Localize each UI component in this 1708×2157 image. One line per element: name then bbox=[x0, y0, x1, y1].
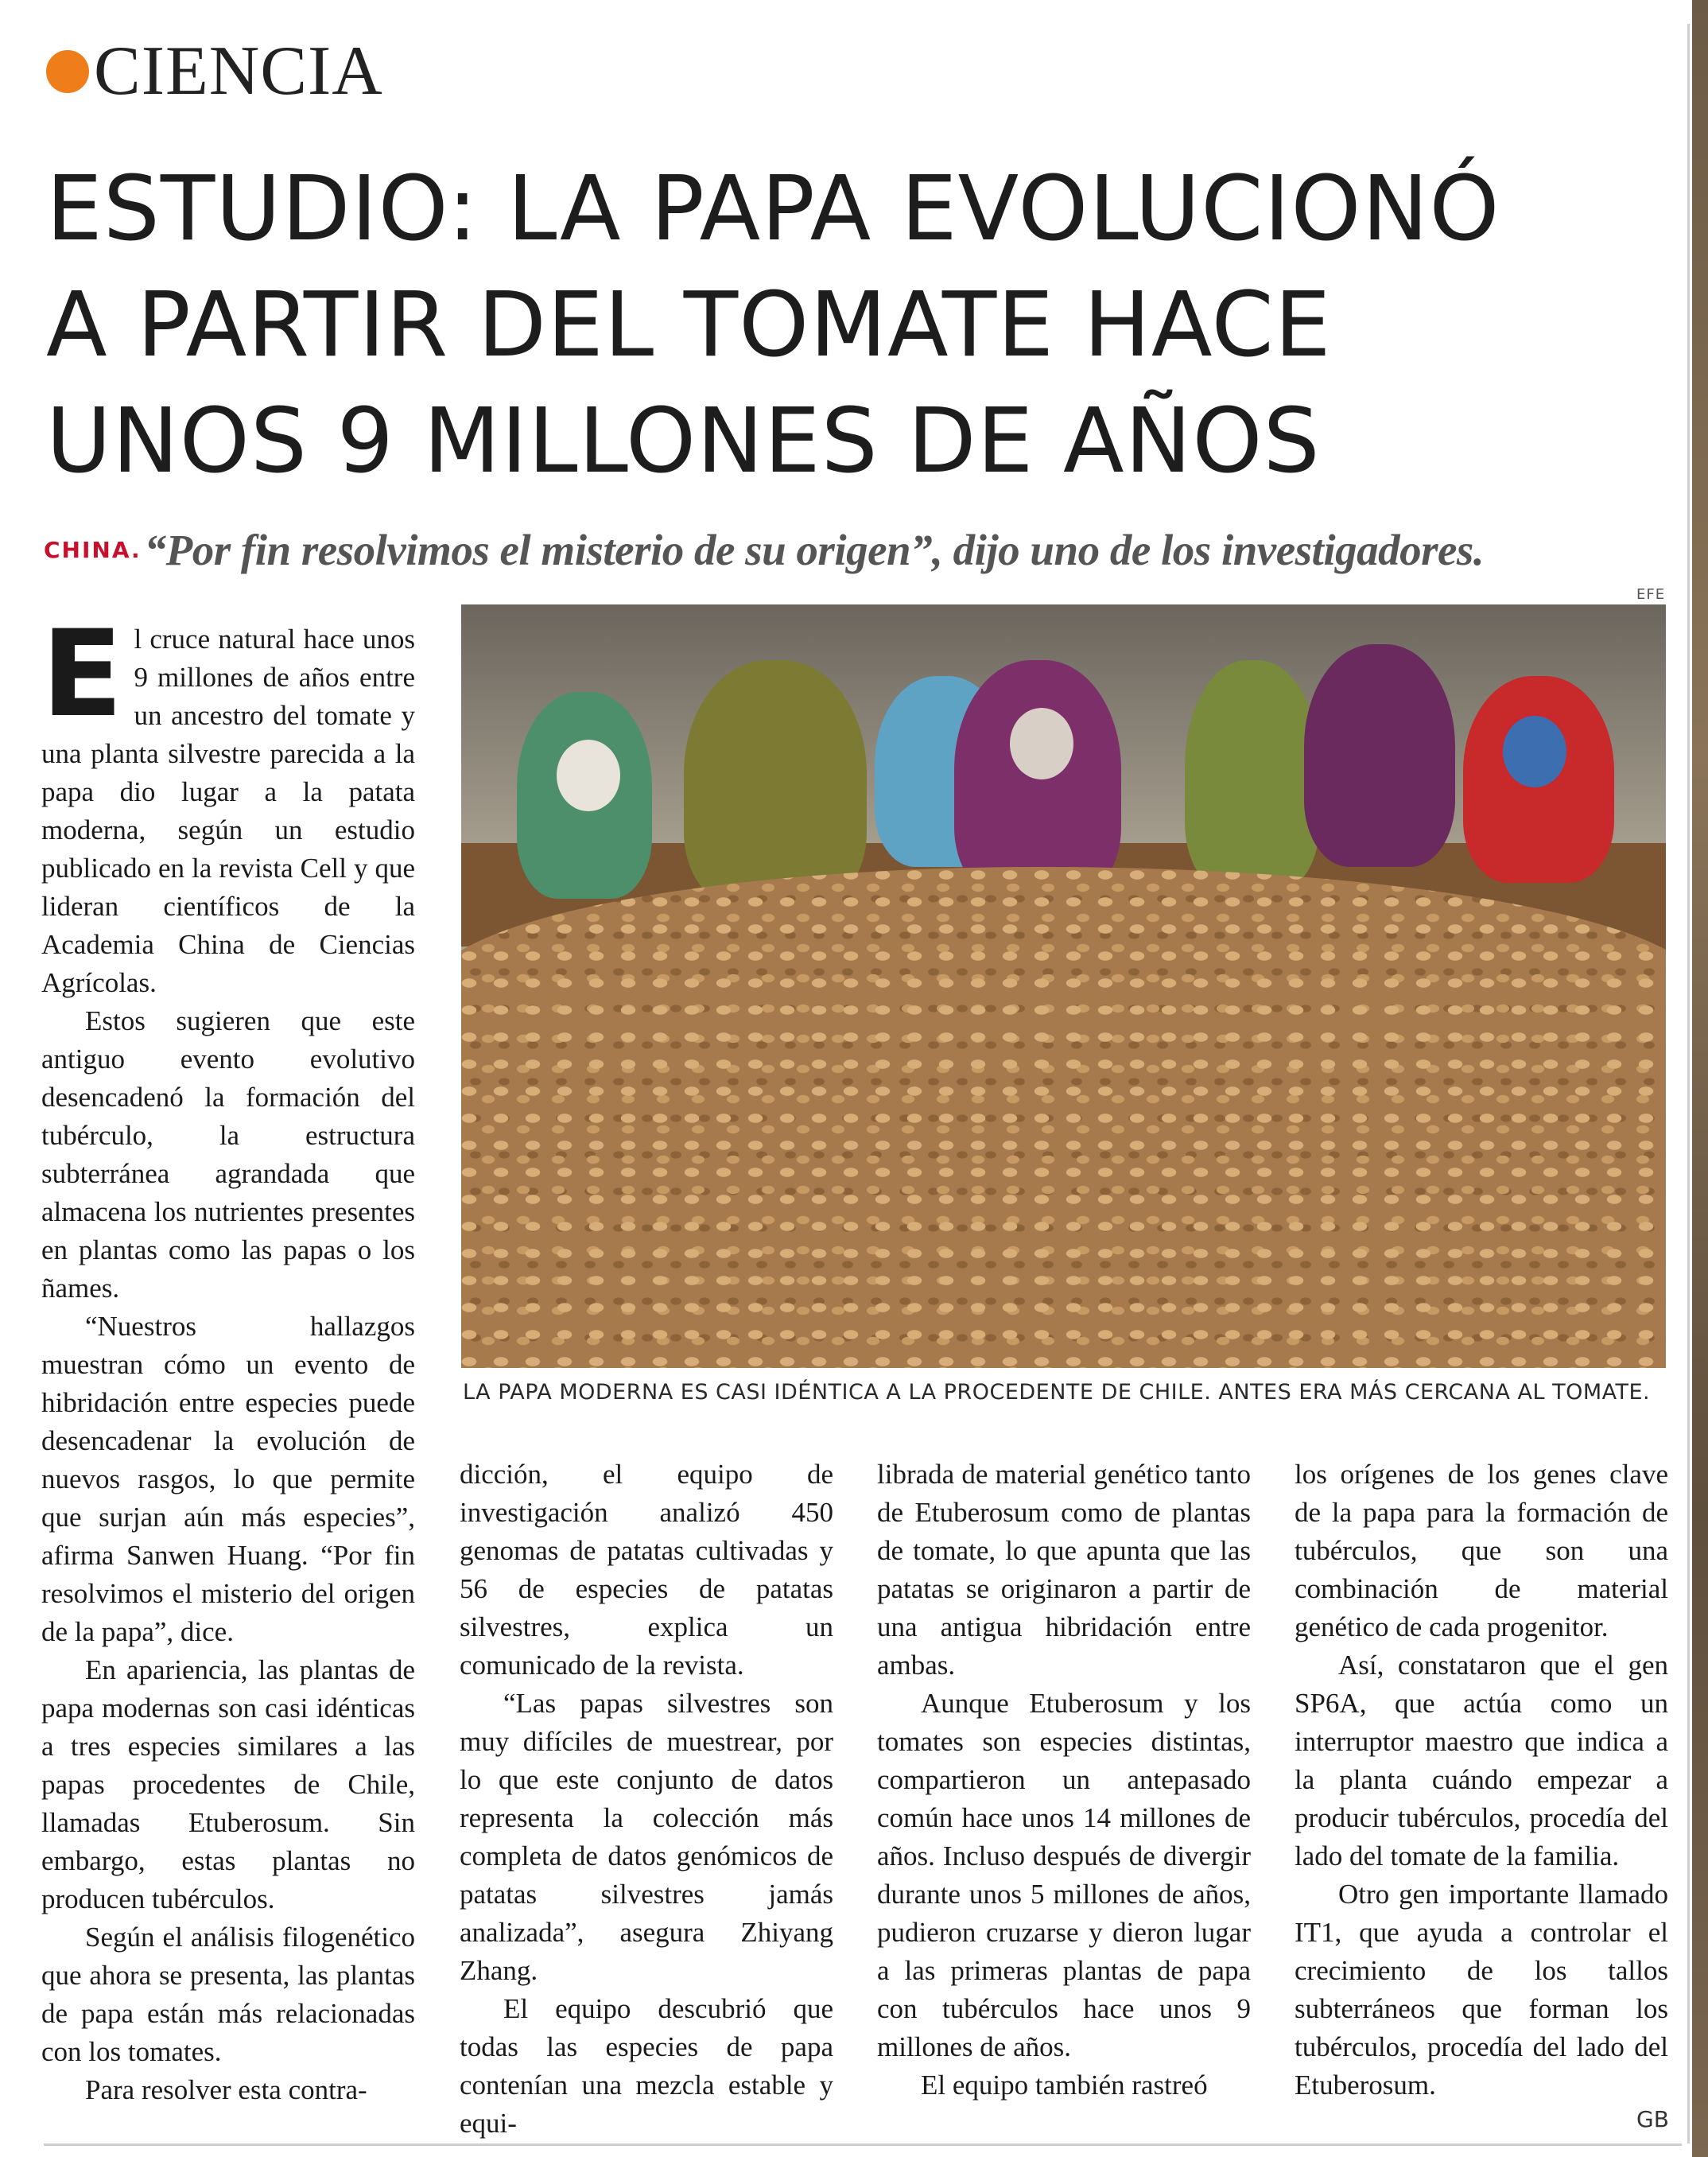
headline-line-1: ESTUDIO: LA PAPA EVOLUCIONÓ bbox=[46, 157, 1500, 261]
section-tag bbox=[46, 32, 383, 111]
article-photo bbox=[461, 604, 1666, 1368]
article-paragraph: Para resolver esta contra- bbox=[85, 2074, 367, 2105]
article-paragraph: En apariencia, las plantas de papa modernas son casi idénticas a tres especies similares a las papas procedentes de Chile, llamadas Etuberosum. Sin embargo, estas plantas no producen tubérculos. bbox=[41, 1654, 415, 1914]
article-paragraph: El equipo descubrió que todas las especies de papa contenían una mezcla estable y equi- bbox=[460, 1993, 833, 2139]
article-paragraph: Otro gen importante llamado IT1, que ayuda a controlar el crecimiento de los tallos subterráneos que forman los tubérculos, procedía del lado del Etuberosum. bbox=[1295, 1879, 1668, 2101]
article-paragraph: Aunque Etuberosum y los tomates son especies distintas, compartieron un antepasado común hace unos 14 millones de años. Incluso después de divergir durante unos 5 millones de años, pudieron cruzarse y dieron lugar a las primeras plantas de papa con tubérculos hace unos 9 millones de años. bbox=[877, 1688, 1251, 2062]
article-paragraph: los orígenes de los genes clave de la papa para la formación de tubérculos, que son una combinación de material genético de cada progenitor. bbox=[1295, 1459, 1668, 1642]
dateline-tag: CHINA. bbox=[44, 537, 142, 563]
section-bullet-icon bbox=[46, 50, 89, 93]
photo-caption: LA PAPA MODERNA ES CASI IDÉNTICA A LA PROCEDENTE DE CHILE. ANTES ERA MÁS CERCANA AL TOMATE. bbox=[463, 1380, 1651, 1405]
article-paragraph: Estos sugieren que este antiguo evento evolutivo desencadenó la formación del tubérculo, la estructura subterránea agrandada que almacena los nutrientes presentes en plantas como las papas o los ñames. bbox=[41, 1005, 415, 1304]
drop-cap: E bbox=[41, 605, 123, 744]
headline-line-3: UNOS 9 MILLONES DE AÑOS bbox=[46, 390, 1321, 493]
article-paragraph: Según el análisis filogenético que ahora se presenta, las plantas de papa están más relacionadas con los tomates. bbox=[41, 1922, 415, 2067]
article-column-4 bbox=[1295, 1455, 1668, 2105]
article-paragraph: El equipo también rastreó bbox=[921, 2070, 1208, 2101]
section-label: CIENCIA bbox=[94, 33, 383, 110]
article-paragraph: “Nuestros hallazgos muestran cómo un evento de hibridación entre especies puede desencadenar la evolución de nuevos rasgos, lo que permite que surjan aún más especies”, afirma Sanwen Huang. “Por fin resolvimos el misterio del origen de la papa”, dice. bbox=[41, 1311, 415, 1647]
article-paragraph: Así, constataron que el gen SP6A, que actúa como un interruptor maestro que indica a la planta cuándo empezar a producir tubérculos, procedía del lado del tomate de la familia. bbox=[1295, 1650, 1668, 1871]
headline-line-2: A PARTIR DEL TOMATE HACE bbox=[46, 274, 1332, 377]
potato-pile bbox=[461, 867, 1666, 1368]
article-paragraph: dicción, el equipo de investigación analizó 450 genomas de patatas cultivadas y 56 de especies de patatas silvestres, explica un comunicado de la revista. bbox=[460, 1459, 833, 1681]
article-column-2 bbox=[460, 1455, 833, 2143]
article-column-1 bbox=[41, 605, 415, 2109]
article-column-3 bbox=[877, 1455, 1251, 2105]
article-paragraph: El cruce natural hace unos 9 millones de años entre un ancestro del tomate y una planta silvestre parecida a la papa dio lugar a la patata moderna, según un estudio publicado en la revista Cell y que lideran científicos de la Academia China de Ciencias Agrícolas. bbox=[41, 605, 415, 998]
author-initials-mark: GB bbox=[1636, 2106, 1669, 2132]
article-paragraph: librada de material genético tanto de Etuberosum como de plantas de tomate, lo que apunta que las patatas se originaron a partir de una antigua hibridación entre ambas. bbox=[877, 1459, 1251, 1681]
article-paragraph: “Las papas silvestres son muy difíciles de muestrear, por lo que este conjunto de datos representa la colección más completa de datos genómicos de patatas silvestres jamás analizada”, asegura Zhiyang Zhang. bbox=[460, 1688, 833, 1986]
photo-credit: EFE bbox=[1636, 586, 1666, 603]
bottom-rule bbox=[44, 2143, 1682, 2146]
subheadline-quote: “Por fin resolvimos el misterio de su origen”, dijo uno de los investigadores. bbox=[144, 526, 1485, 574]
headline bbox=[46, 151, 1700, 499]
subheadline bbox=[44, 525, 1686, 589]
